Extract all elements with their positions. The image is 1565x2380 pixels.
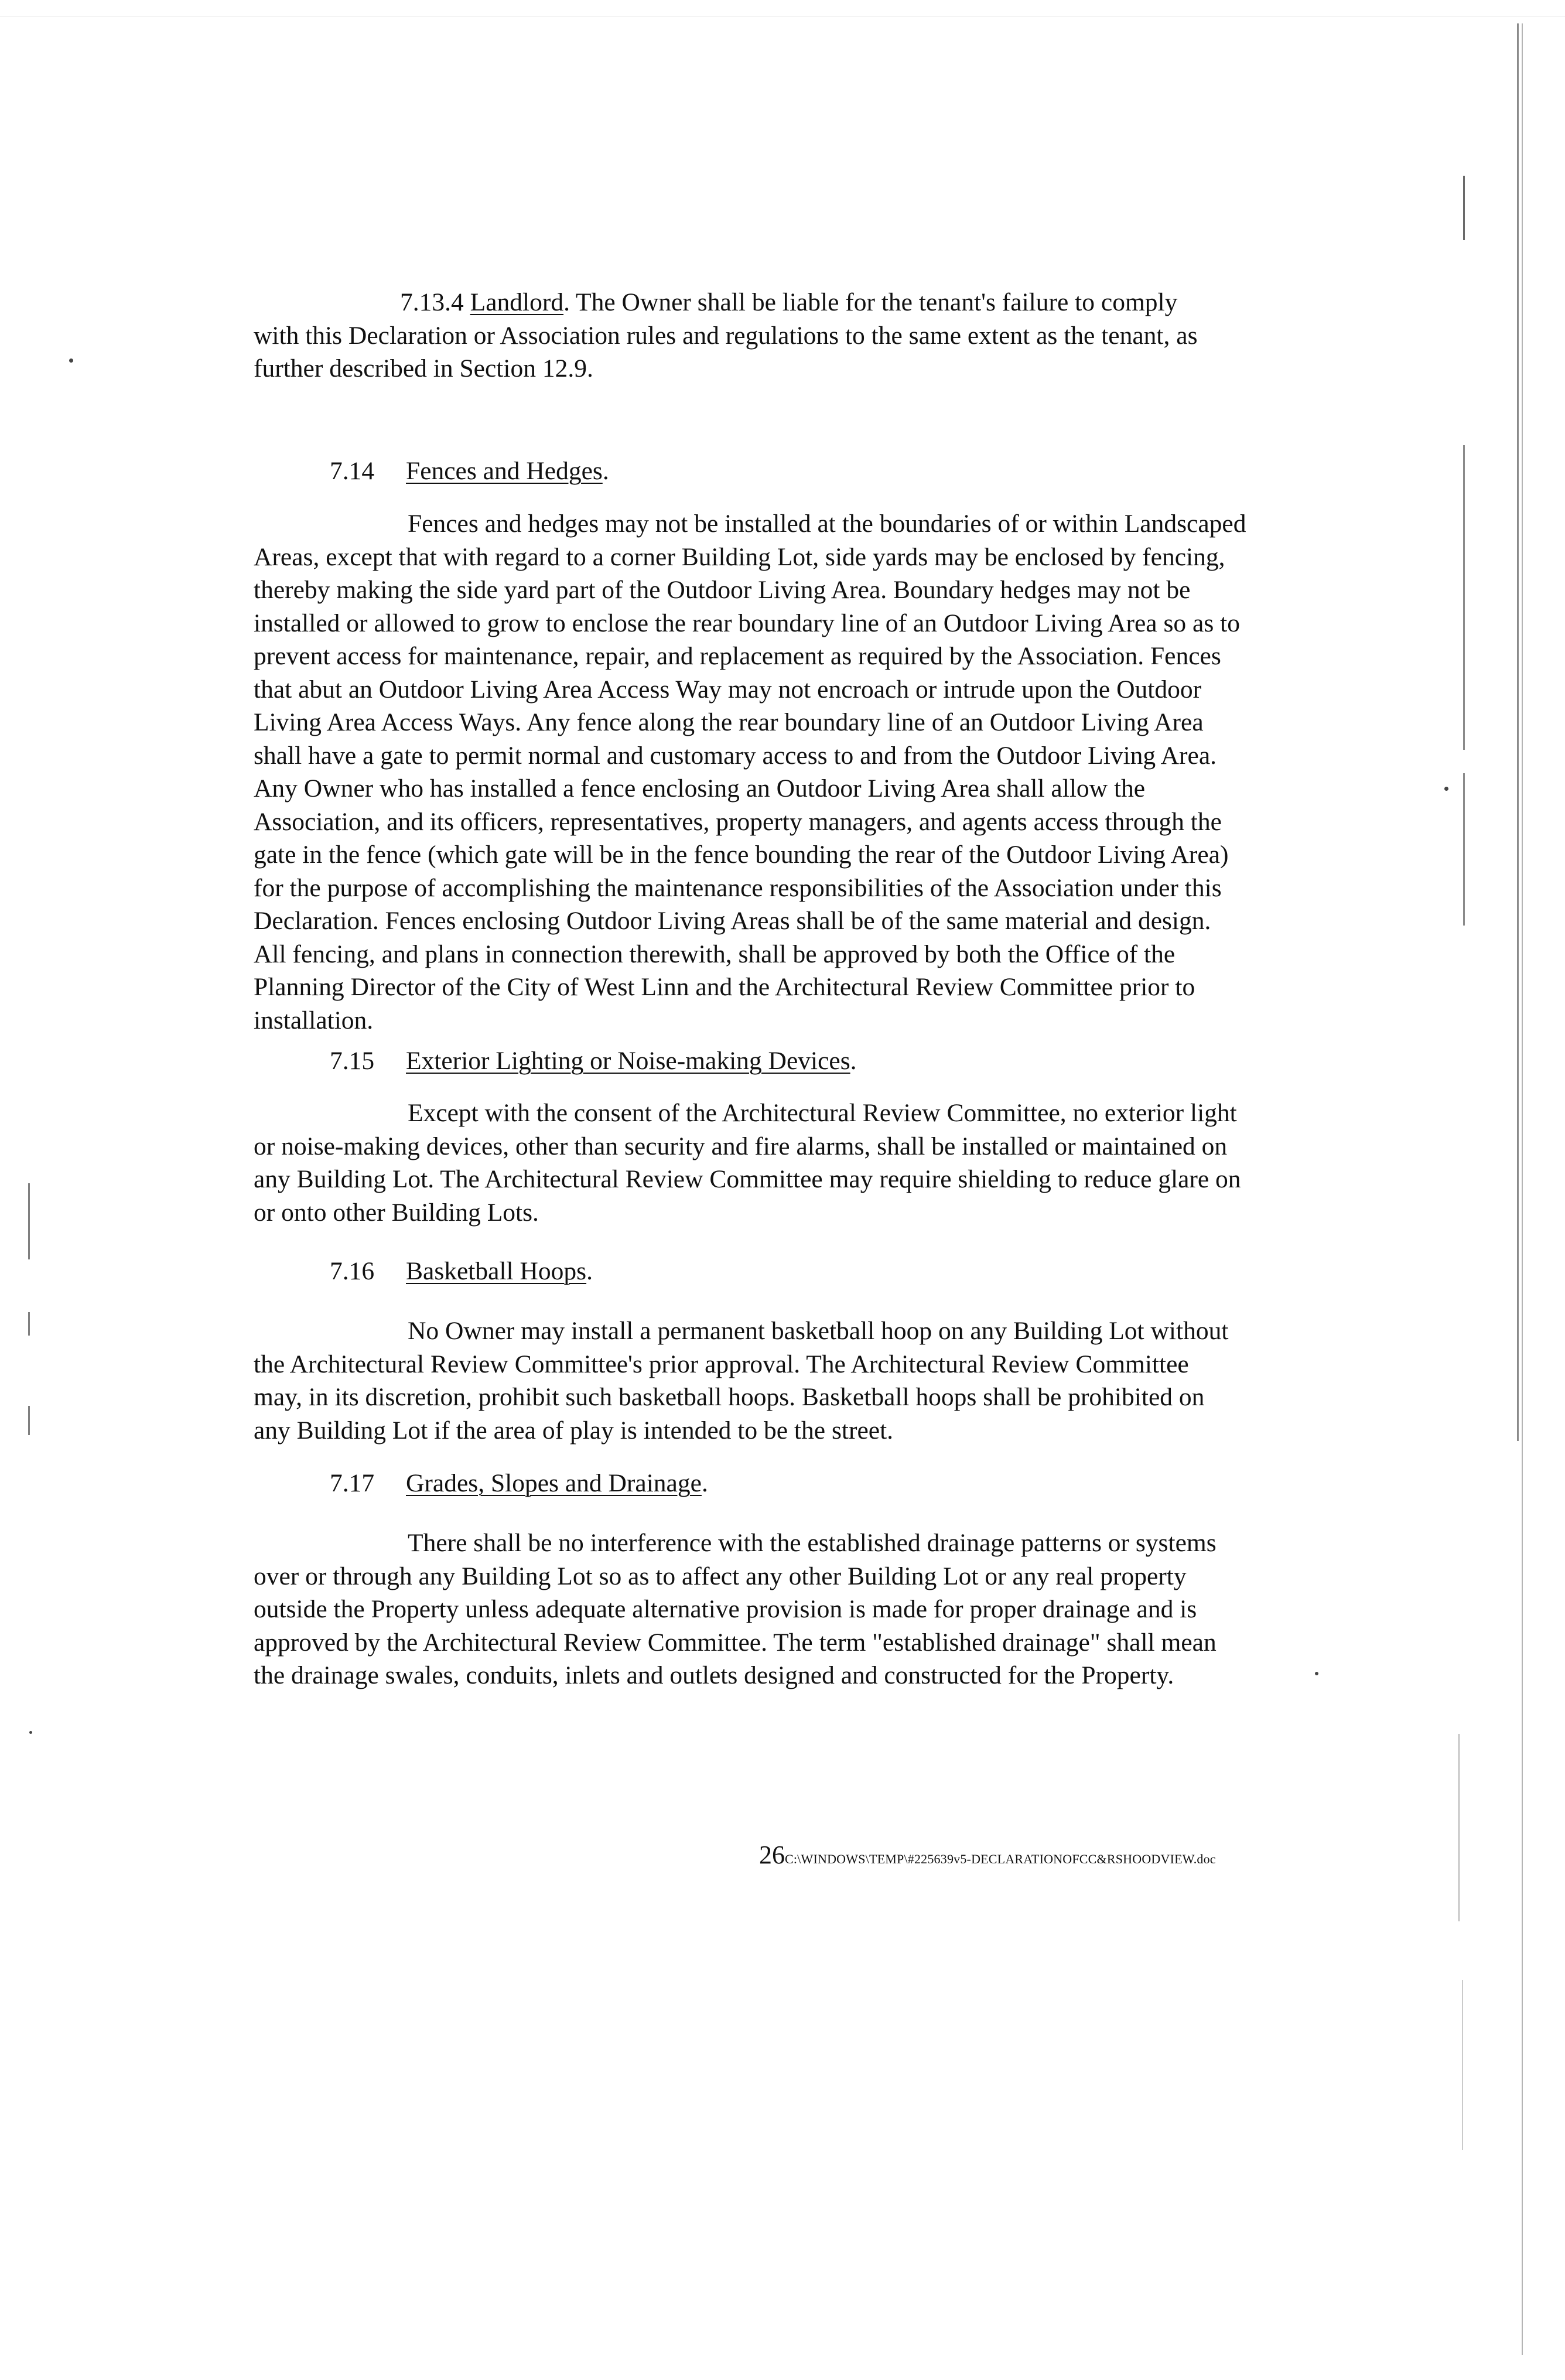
- section-heading-7-15: 7.15 Exterior Lighting or Noise-making Devices.: [330, 1044, 857, 1077]
- scan-edge-line: [28, 1406, 30, 1435]
- file-path: C:\WINDOWS\TEMP\#225639v5-DECLARATIONOFCC&RSHOODVIEW.doc: [785, 1852, 1216, 1866]
- section-number: 7.13.4: [400, 288, 464, 316]
- section-body-7-17: There shall be no interference with the established drainage patterns or systems over or through any Building Lot so as to affect any other Building Lot or any real property outside the Property unless adequate alternative provision is made for proper drainage and is approved by the Architectural Review Committee. The term "established drainage" shall mean the drainage swales, conduits, inlets and outlets designed and constructed for the Property.: [254, 1529, 1217, 1689]
- section-body-7-15: Except with the consent of the Architectural Review Committee, no exterior light or noise-making devices, other than security and fire alarms, shall be installed or maintained on any Building Lot. The Architectural Review Committee may require shielding to reduce glare on or onto other Building Lots.: [254, 1099, 1241, 1227]
- section-heading-7-16: 7.16 Basketball Hoops.: [330, 1255, 593, 1288]
- section-body-7-16: No Owner may install a permanent basketball hoop on any Building Lot without the Architectural Review Committee's prior approval. The Architectural Review Committee may, in its discretion, prohibit such basketball hoops. Basketball hoops shall be prohibited on any Building Lot if the area of play is intended to be the street.: [254, 1317, 1229, 1445]
- section-heading-7-14: 7.14 Fences and Hedges.: [330, 455, 609, 487]
- scan-edge-line: [28, 1183, 30, 1259]
- section-body: with this Declaration or Association rules and regulations to the same extent as the tenant, as further described in Section 12.9.: [254, 321, 1198, 383]
- section-title: Exterior Lighting or Noise-making Devices: [406, 1047, 850, 1075]
- scan-edge-line: [1463, 445, 1465, 750]
- page-number: 26: [759, 1841, 785, 1869]
- scan-edge-line: [1517, 23, 1519, 1441]
- scan-edge-line: [28, 1312, 30, 1336]
- section-number: 7.15: [330, 1047, 375, 1075]
- section-title: Fences and Hedges: [406, 457, 603, 485]
- section-body-7-14: Fences and hedges may not be installed at the boundaries of or within Landscaped Areas, except that with regard to a corner Building Lot, side yards may be enclosed by fencing, thereby making the side yard part of the Outdoor Living Area. Boundary hedges may not be installed or allowed to grow to enclose the rear boundary line of an Outdoor Living Area so as to prevent access for maintenance, repair, and replacement as required by the Association. Fences that abut an Outdoor Living Area Access Way may not encroach or intrude upon the Outdoor Living Area Access Ways. Any fence along the rear boundary line of an Outdoor Living Area shall have a gate to permit normal and customary access to and from the Outdoor Living Area. Any Owner who has installed a fence enclosing an Outdoor Living Area shall allow the Association, and its officers, representatives, property managers, and agents access through the gate in the fence (which gate will be in the fence bounding the rear of the Outdoor Living Area) for the purpose of accomplishing the maintenance responsibilities of the Association under this Declaration. Fences enclosing Outdoor Living Areas shall be of the same material and design. All fencing, and plans in connection therewith, shall be approved by both the Office of the Planning Director of the City of West Linn and the Architectural Review Committee prior to installation.: [254, 510, 1246, 1034]
- scan-speck: [1315, 1672, 1318, 1675]
- section-heading-7-17: 7.17 Grades, Slopes and Drainage.: [330, 1467, 708, 1500]
- section-title: Basketball Hoops: [406, 1257, 587, 1285]
- section-title: Landlord: [470, 288, 564, 316]
- section-number: 7.14: [330, 457, 375, 485]
- scan-edge-line: [1458, 1734, 1460, 1921]
- scan-speck: [29, 1731, 32, 1734]
- scan-edge-line: [1463, 176, 1465, 240]
- scan-edge-line: [1462, 1980, 1463, 2150]
- scan-speck: [1444, 787, 1448, 791]
- page-footer: [759, 1839, 1216, 1876]
- section-number: 7.17: [330, 1469, 375, 1497]
- section-number: 7.16: [330, 1257, 375, 1285]
- scan-edge-line: [0, 16, 1565, 17]
- scan-edge-line: [1463, 773, 1465, 926]
- scan-edge-line: [1522, 23, 1523, 2355]
- section-7-13-4: [254, 286, 1302, 385]
- section-body-first-line: . The Owner shall be liable for the tenant's failure to comply: [563, 288, 1178, 316]
- scan-speck: [69, 358, 73, 363]
- section-title: Grades, Slopes and Drainage: [406, 1469, 702, 1497]
